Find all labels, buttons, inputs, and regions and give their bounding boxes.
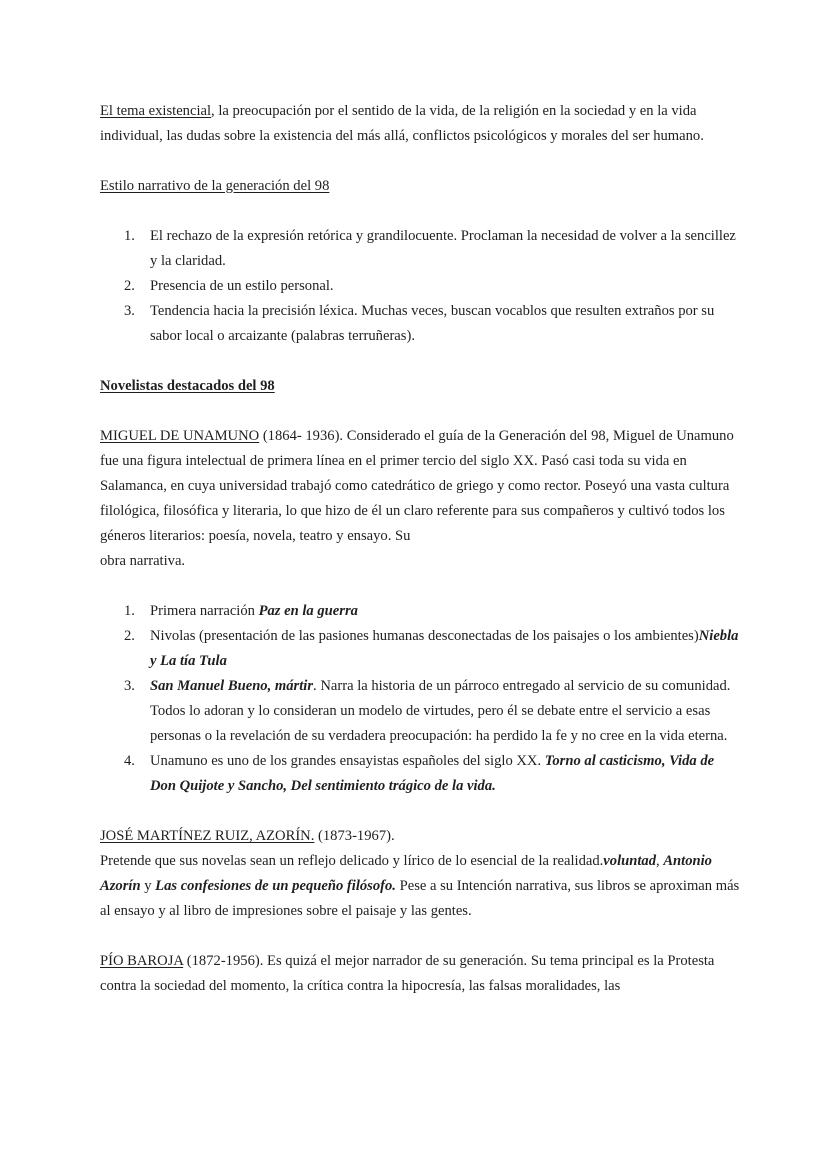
separator: y: [140, 878, 156, 894]
list-number: 1.: [124, 603, 135, 619]
intro-label: El tema existencial: [100, 103, 212, 119]
azorin-text: Pretende que sus novelas sean un reflejo delicado y lírico de lo esencial de la realidad.: [100, 853, 604, 869]
list-item: [100, 224, 740, 274]
azorin-name: JOSÉ MARTÍNEZ RUIZ, AZORÍN.: [100, 828, 315, 844]
list-item: [100, 299, 740, 349]
list-item: [100, 674, 740, 749]
list-text: Tendencia hacia la precisión léxica. Muchas veces, buscan vocablos que resulten extraños por su sabor local o arcaizante (palabras terruñeras).: [150, 303, 715, 344]
unamuno-paragraph-end: obra narrativa.: [100, 553, 186, 569]
document-body: [100, 99, 740, 999]
baroja-text: (1872-1956). Es quizá el mejor narrador de su generación. Su tema principal es la Protesta contra la sociedad del momento, la crítica contra la hipocresía, las falsas moralidades, las: [100, 953, 715, 994]
baroja-paragraph: [100, 949, 740, 999]
work-title: Torno al casticismo, Vida de Don Quijote y Sancho, Del sentimiento trágico de la vida.: [150, 753, 715, 794]
list-item: [100, 274, 740, 299]
work-title: San Manuel Bueno, mártir: [150, 678, 314, 694]
unamuno-text: (1864- 1936). Considerado el guía de la Generación del 98, Miguel de Unamuno fue una figura intelectual de primera línea en el primer tercio del siglo XX. Pasó casi toda su vida en Salamanca, en cuya universidad trabajó como catedrático de griego y como rector. Poseyó una vasta cultura filológica, filosófica y literaria, lo que hizo de él un claro referente para sus compañeros y cultivó todos los géneros literarios: poesía, novela, teatro y ensayo. Su: [100, 428, 734, 544]
unamuno-paragraph: [100, 424, 740, 549]
work-title: Las confesiones de un pequeño filósofo.: [155, 878, 396, 894]
unamuno-name: MIGUEL DE UNAMUNO: [100, 428, 260, 444]
work-title: Niebla y La tía Tula: [150, 628, 739, 669]
list-text: Primera narración: [150, 603, 259, 619]
list-item: [100, 624, 740, 674]
azorin-heading-line: [100, 824, 740, 849]
baroja-name: PÍO BAROJA: [100, 953, 184, 969]
list-number: 2.: [124, 278, 135, 294]
list-number: 4.: [124, 753, 135, 769]
azorin-text: Pese a su Intención narrativa, sus libros se aproximan más al ensayo y al libro de impresiones sobre el paisaje y las gentes.: [100, 878, 740, 919]
style-heading: Estilo narrativo de la generación del 98: [100, 178, 330, 194]
list-text: Unamuno es uno de los grandes ensayistas españoles del siglo XX.: [150, 753, 545, 769]
azorin-paragraph: [100, 849, 740, 924]
work-title: Paz en la guerra: [258, 603, 358, 619]
intro-text: , la preocupación por el sentido de la vida, de la religión en la sociedad y en la vida individual, las dudas sobre la existencia del más allá, conflictos psicológicos y morales del ser humano.: [100, 103, 704, 144]
list-item: [100, 599, 740, 624]
list-number: 3.: [124, 303, 135, 319]
list-number: 1.: [124, 228, 135, 244]
intro-paragraph: [100, 99, 740, 149]
unamuno-list: [100, 599, 740, 799]
list-number: 3.: [124, 678, 135, 694]
azorin-dates: (1873-1967).: [314, 828, 395, 844]
work-title: Antonio Azorín: [100, 853, 712, 894]
work-title: voluntad: [603, 853, 657, 869]
list-text: Nivolas (presentación de las pasiones humanas desconectadas de los paisajes o los ambientes): [150, 628, 699, 644]
list-text: El rechazo de la expresión retórica y grandilocuente. Proclaman la necesidad de volver a la sencillez y la claridad.: [150, 228, 736, 269]
separator: ,: [656, 853, 664, 869]
novelists-heading: Novelistas destacados del 98: [100, 378, 275, 394]
style-list: [100, 224, 740, 349]
list-text: . Narra la historia de un párroco entregado al servicio de su comunidad. Todos lo adoran y lo consideran un modelo de virtudes, pero él se debate entre el servicio a esas personas o la revelación de su verdadera preocupación: ha perdido la fe y no cree en la vida eterna.: [150, 678, 731, 744]
list-number: 2.: [124, 628, 135, 644]
list-text: Presencia de un estilo personal.: [150, 278, 334, 294]
list-item: [100, 749, 740, 799]
